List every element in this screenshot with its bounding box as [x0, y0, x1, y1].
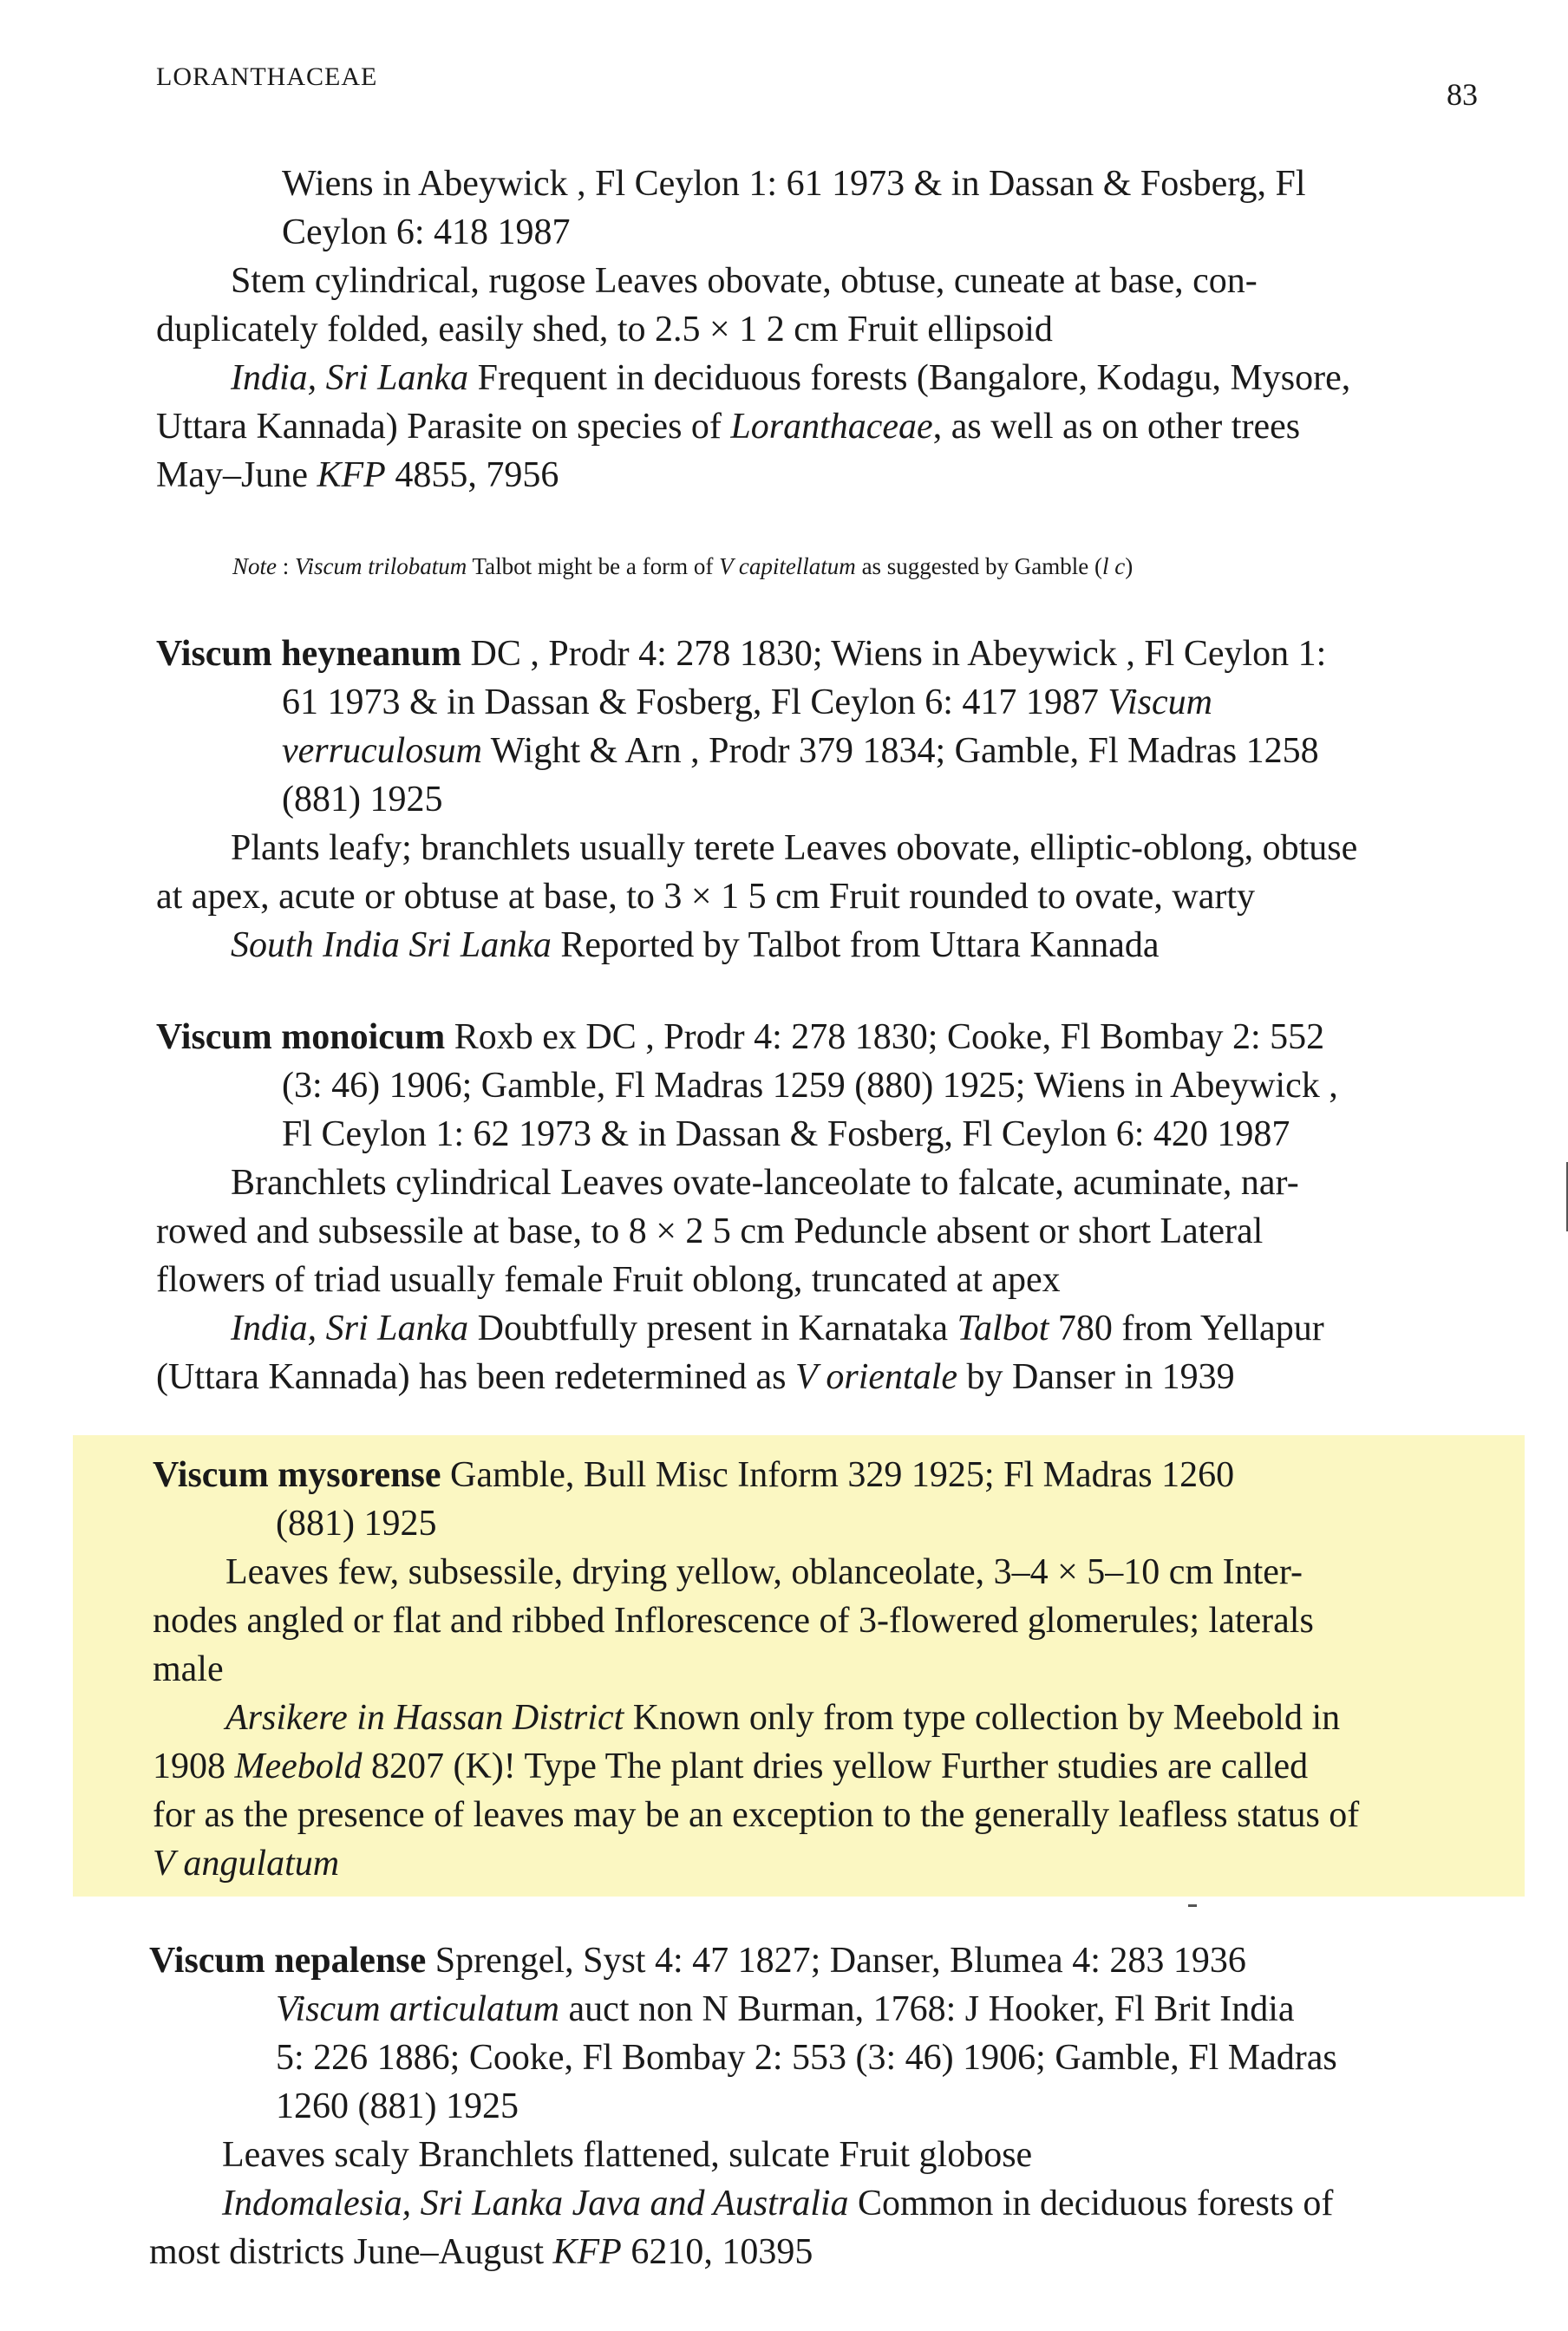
text-segment: 4855, 7956 — [385, 455, 559, 495]
text-segment: Doubtfully present in Karnataka — [468, 1309, 957, 1348]
text-segment: V capitellatum — [719, 553, 856, 579]
text-segment: Viscum heyneanum — [156, 634, 461, 674]
text-line — [282, 210, 571, 255]
text-line — [282, 1112, 1290, 1157]
text-segment: (881) 1925 — [276, 1504, 437, 1544]
text-segment: Common in deciduous forests of — [848, 2184, 1334, 2223]
text-line — [282, 680, 1212, 725]
text-line — [282, 161, 1306, 206]
text-segment: Leaves scaly Branchlets flattened, sulcate Fruit globose — [222, 2135, 1033, 2175]
text-line — [276, 2084, 519, 2129]
text-line — [222, 2132, 1032, 2178]
scan-artifact — [1188, 1904, 1197, 1907]
text-line — [156, 453, 559, 498]
text-segment: Viscum — [1107, 682, 1212, 722]
text-line — [282, 728, 1319, 774]
text-line — [153, 1841, 339, 1886]
text-segment: (3: 46) 1906; Gamble, Fl Madras 1259 (880) 1925; Wiens in Abeywick , — [282, 1066, 1338, 1106]
text-segment: 780 from Yellapur — [1049, 1309, 1324, 1348]
text-segment: Indomalesia, Sri Lanka Java and Australia — [222, 2184, 849, 2223]
text-segment: Fl Ceylon 1: 62 1973 & in Dassan & Fosberg, Fl Ceylon 6: 420 1987 — [282, 1114, 1290, 1154]
text-segment: India, Sri Lanka — [231, 1309, 469, 1348]
text-segment: nodes angled or flat and ribbed Inflorescence of 3-flowered glomerules; laterals — [153, 1601, 1314, 1641]
text-segment: 61 1973 & in Dassan & Fosberg, Fl Ceylon 6: 417 1987 — [282, 682, 1108, 722]
running-head: LORANTHACEAE — [156, 62, 378, 91]
text-segment: Roxb ex DC , Prodr 4: 278 1830; Cooke, Fl Bombay 2: 552 — [445, 1017, 1325, 1057]
text-segment: Stem cylindrical, rugose Leaves obovate, obtuse, cuneate at base, con- — [231, 261, 1258, 301]
text-segment: as suggested by Gamble ( — [855, 553, 1102, 579]
text-segment: Arsikere in Hassan District — [225, 1698, 624, 1738]
text-segment: 6210, 10395 — [621, 2232, 813, 2272]
text-segment: India, Sri Lanka — [231, 358, 469, 398]
text-segment: 8207 (K)! Type The plant dries yellow Further studies are called — [362, 1747, 1309, 1786]
text-segment: Plants leafy; branchlets usually terete Leaves obovate, elliptic-oblong, obtuse — [231, 828, 1358, 868]
text-segment: May–June — [156, 455, 317, 495]
text-segment: Viscum monoicum — [156, 1017, 446, 1057]
text-segment: Branchlets cylindrical Leaves ovate-lanceolate to falcate, acuminate, nar- — [231, 1163, 1299, 1203]
text-segment: Talbot — [957, 1309, 1049, 1348]
text-segment: flowers of triad usually female Fruit oblong, truncated at apex — [156, 1260, 1061, 1300]
text-segment: : — [277, 553, 296, 579]
text-line — [156, 1015, 1324, 1060]
text-line — [276, 1987, 1295, 2032]
text-segment: 1908 — [153, 1747, 235, 1786]
text-line — [153, 1647, 224, 1692]
text-segment: verruculosum — [282, 731, 482, 771]
text-line — [153, 1598, 1314, 1643]
text-segment: at apex, acute or obtuse at base, to 3 × 1 5 cm Fruit rounded to ovate, warty — [156, 877, 1255, 917]
text-segment: Reported by Talbot from Uttara Kannada — [551, 925, 1160, 965]
text-line — [156, 404, 1300, 449]
text-segment: by Danser in 1939 — [957, 1357, 1235, 1397]
text-line — [276, 2035, 1337, 2080]
text-line — [231, 258, 1258, 304]
text-segment: KFP — [317, 455, 386, 495]
text-line — [231, 1160, 1299, 1205]
text-segment: 1260 (881) 1925 — [276, 2086, 519, 2126]
text-segment: , as well as on other trees — [932, 407, 1301, 447]
text-line — [156, 307, 1053, 352]
text-segment: KFP — [552, 2232, 622, 2272]
text-line — [231, 1306, 1324, 1351]
text-line — [153, 1792, 1359, 1838]
text-segment: most districts June–August — [149, 2232, 553, 2272]
text-segment: Loranthaceae — [730, 407, 933, 447]
text-segment: 5: 226 1886; Cooke, Fl Bombay 2: 553 (3: 46) 1906; Gamble, Fl Madras — [276, 2038, 1337, 2078]
text-segment: V angulatum — [153, 1844, 340, 1884]
text-segment: ) — [1125, 553, 1134, 579]
text-line — [156, 874, 1255, 919]
text-line — [225, 1550, 1303, 1595]
text-line — [156, 1209, 1263, 1254]
text-segment: Sprengel, Syst 4: 47 1827; Danser, Blumea 4: 283 1936 — [426, 1941, 1246, 1981]
text-line — [149, 1938, 1246, 1983]
footnote — [232, 553, 1133, 580]
text-segment: V orientale — [794, 1357, 957, 1397]
text-segment: rowed and subsessile at base, to 8 × 2 5 cm Peduncle absent or short Lateral — [156, 1211, 1264, 1251]
text-line — [153, 1744, 1308, 1789]
text-line — [282, 1063, 1338, 1108]
text-line — [276, 1501, 436, 1546]
text-line — [282, 777, 442, 822]
text-line — [149, 2230, 813, 2275]
text-line — [231, 356, 1350, 401]
text-line — [156, 631, 1326, 676]
text-line — [153, 1453, 1234, 1498]
text-line — [156, 1355, 1235, 1400]
text-segment: duplicately folded, easily shed, to 2.5 × 1 2 cm Fruit ellipsoid — [156, 310, 1053, 349]
text-segment: male — [153, 1649, 224, 1689]
text-line — [225, 1695, 1340, 1740]
text-segment: Gamble, Bull Misc Inform 329 1925; Fl Madras 1260 — [441, 1455, 1235, 1495]
text-segment: Viscum articulatum — [276, 1989, 560, 2029]
page-number: 83 — [1447, 77, 1478, 112]
text-segment: l c — [1102, 553, 1126, 579]
text-segment: DC , Prodr 4: 278 1830; Wiens in Abeywick , Fl Ceylon 1: — [461, 634, 1327, 674]
text-segment: South India Sri Lanka — [231, 925, 552, 965]
text-line — [156, 1257, 1061, 1303]
text-line — [231, 923, 1160, 968]
text-segment: Meebold — [234, 1747, 363, 1786]
text-segment: (Uttara Kannada) has been redetermined as — [156, 1357, 795, 1397]
text-segment: Known only from type collection by Meebold in — [624, 1698, 1341, 1738]
text-segment: Wiens in Abeywick , Fl Ceylon 1: 61 1973 & in Dassan & Fosberg, Fl — [282, 164, 1306, 204]
text-segment: Leaves few, subsessile, drying yellow, oblanceolate, 3–4 × 5–10 cm Inter- — [225, 1552, 1303, 1592]
text-segment: Talbot might be a form of — [467, 553, 720, 579]
text-segment: auct non N Burman, 1768: J Hooker, Fl Brit India — [559, 1989, 1295, 2029]
text-segment: for as the presence of leaves may be an exception to the generally leafless status of — [153, 1795, 1360, 1835]
text-segment: Ceylon 6: 418 1987 — [282, 212, 571, 252]
text-segment: Viscum trilobatum — [295, 553, 467, 579]
text-segment: Frequent in deciduous forests (Bangalore, Kodagu, Mysore, — [468, 358, 1351, 398]
text-segment: Viscum mysorense — [153, 1455, 441, 1495]
text-line — [222, 2181, 1333, 2226]
text-segment: Wight & Arn , Prodr 379 1834; Gamble, Fl Madras 1258 — [481, 731, 1319, 771]
text-segment: Viscum nepalense — [149, 1941, 427, 1981]
text-segment: Uttara Kannada) Parasite on species of — [156, 407, 731, 447]
text-segment: (881) 1925 — [282, 780, 443, 819]
text-segment: Note — [232, 553, 277, 579]
text-line — [231, 826, 1357, 871]
